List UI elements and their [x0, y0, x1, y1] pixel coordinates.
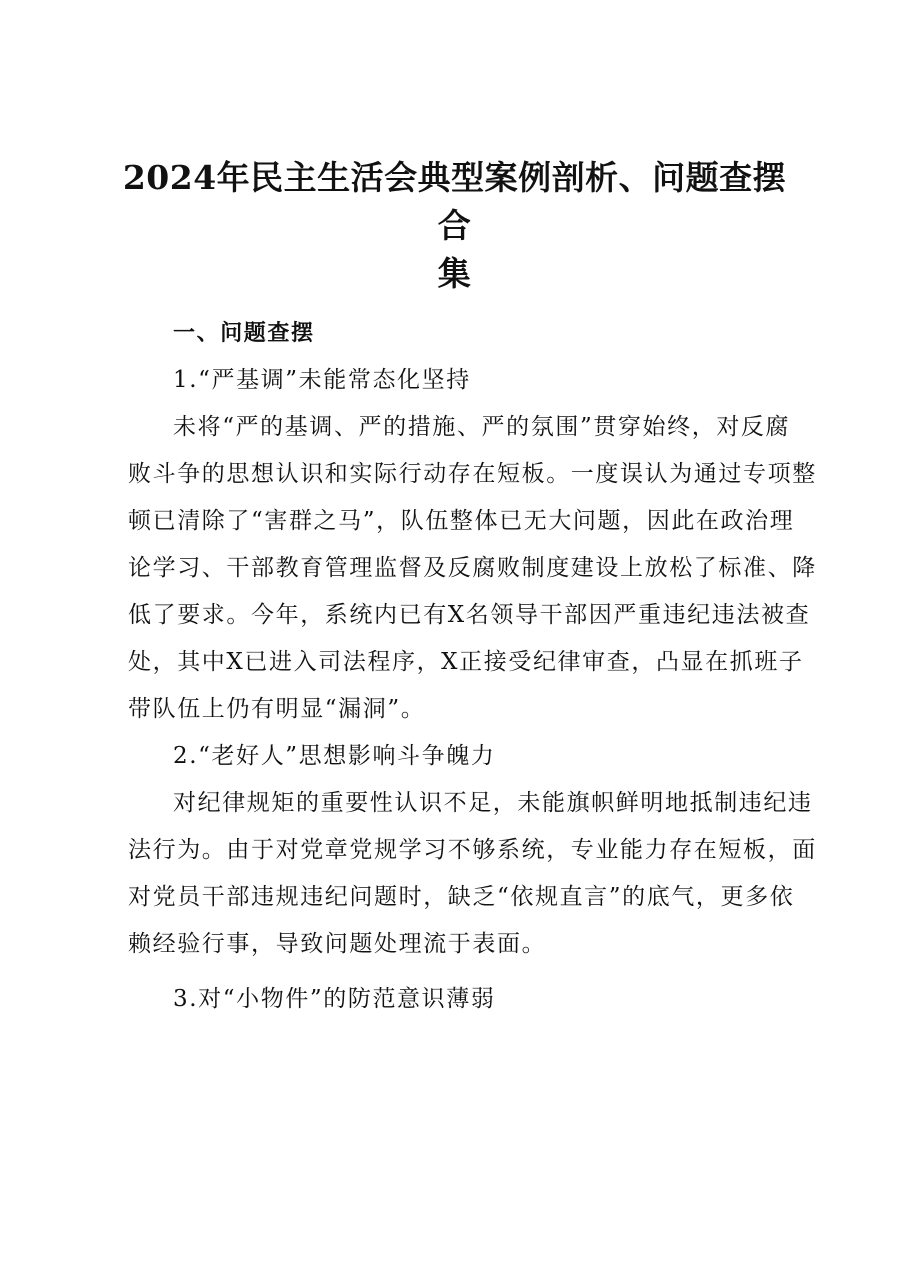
- paragraph-1-line-1: 未将“严的基调、严的措施、严的氛围”贯穿始终，对反腐: [173, 414, 791, 440]
- paragraph-2-line-3: 对党员干部违规违纪问题时，缺乏“依规直言”的底气，更多依: [128, 884, 795, 910]
- item-heading-2: 2.“老好人”思想影响斗争魄力: [173, 743, 496, 769]
- document-title-line-2: 集: [437, 254, 472, 293]
- paragraph-1-line-3: 顿已清除了“害群之马”，队伍整体已无大问题，因此在政治理: [128, 508, 795, 534]
- item-heading-3: 3.对“小物件”的防范意识薄弱: [173, 986, 496, 1012]
- paragraph-2-line-4: 赖经验行事，导致问题处理流于表面。: [128, 931, 547, 957]
- document-title: [110, 154, 799, 298]
- paragraph-2-line-2: 法行为。由于对党章党规学习不够系统，专业能力存在短板，面: [128, 837, 817, 863]
- paragraph-1-line-2: 败斗争的思想认识和实际行动存在短板。一度误认为通过专项整: [128, 461, 817, 487]
- paragraph-2-line-1: 对纪律规矩的重要性认识不足，未能旗帜鲜明地抵制违纪违: [173, 790, 813, 816]
- document-title-line-1: 2024年民主生活会典型案例剖析、问题查摆合: [122, 158, 787, 245]
- item-heading-1: 1.“严基调”未能常态化坚持: [173, 367, 471, 393]
- paragraph-1-line-4: 论学习、干部教育管理监督及反腐败制度建设上放松了标准、降: [128, 555, 817, 581]
- paragraph-spacer: [128, 968, 792, 976]
- paragraph-1-line-5: 低了要求。今年，系统内已有X名领导干部因严重违纪违法被查: [128, 602, 811, 628]
- paragraph-1-line-6: 处，其中X已进入司法程序，X正接受纪律审查，凸显在抓班子: [128, 649, 804, 675]
- section-heading: 一、问题查摆: [173, 321, 315, 346]
- document-body: [128, 310, 817, 1023]
- paragraph-1-line-7: 带队伍上仍有明显“漏洞”。: [128, 696, 426, 722]
